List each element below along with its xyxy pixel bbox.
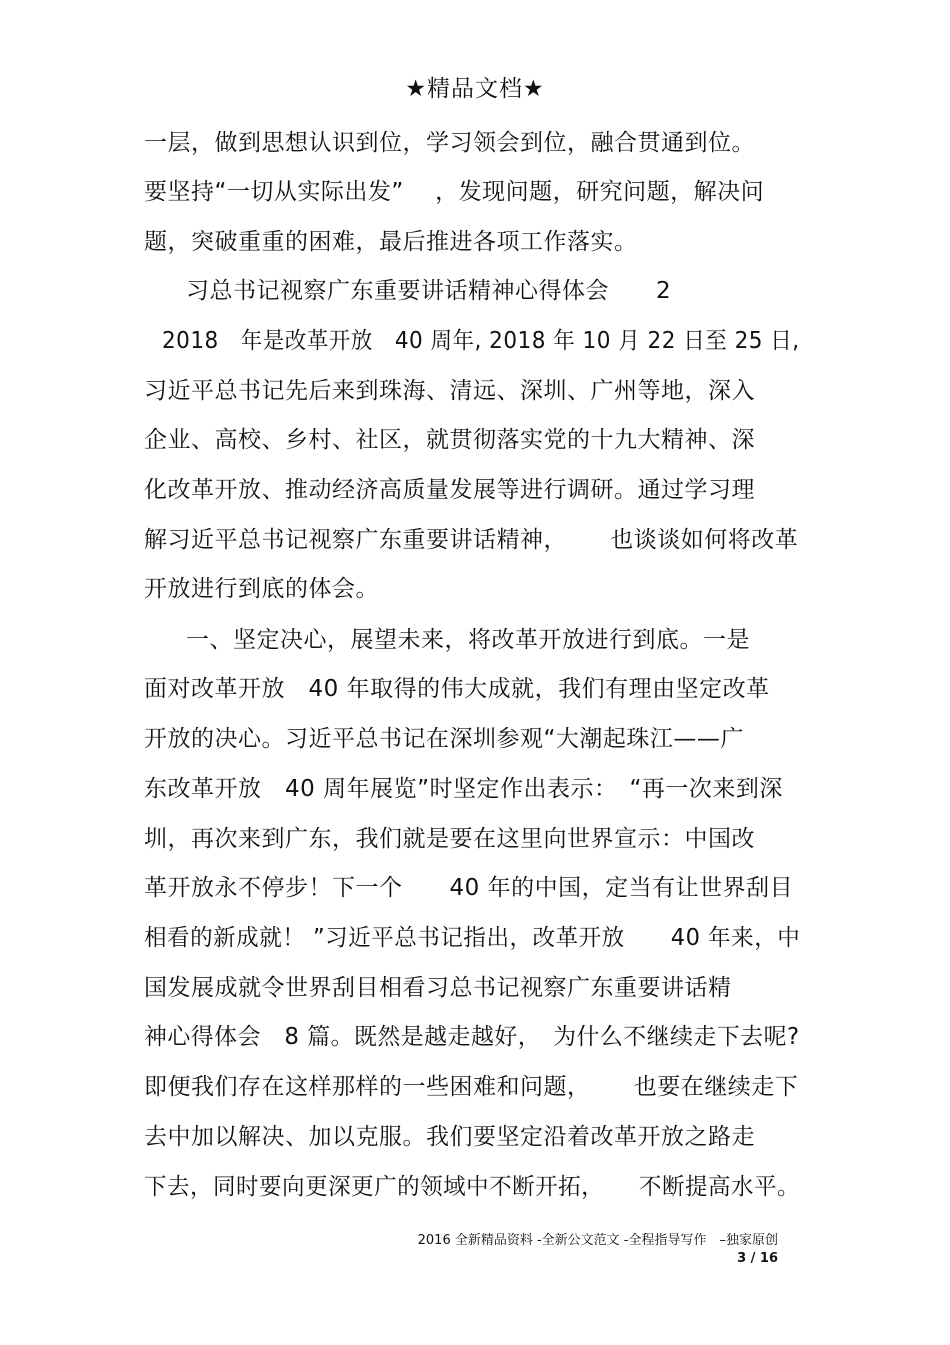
body-line: 习近平总书记先后来到珠海、清远、深圳、广州等地，深入 (144, 378, 755, 404)
body-line: 即便我们存在这样那样的一些困难和问题， 也要在继续走下 (144, 1074, 799, 1100)
body-line: 开放进行到底的体会。 (144, 576, 379, 602)
body-line: 一、坚定决心，展望未来，将改革开放进行到底。一是 (186, 627, 750, 653)
body-line: 企业、高校、乡村、社区，就贯彻落实党的十九大精神、深 (144, 427, 755, 453)
body-line: 革开放永不停步！下一个 40 年的中国，定当有让世界刮目 (144, 875, 794, 901)
body-line: 开放的决心。习近平总书记在深圳参观“大潮起珠江——广 (144, 726, 744, 752)
body-line: 2018 年是改革开放 40 周年, 2018 年 10 月 22 日至 25 日, (162, 328, 800, 354)
page-number: 3 / 16 (737, 1251, 778, 1266)
section-heading: 习总书记视察广东重要讲话精神心得体会 2 (186, 278, 672, 304)
body-line: 一层，做到思想认识到位，学习领会到位，融合贯通到位。 (144, 130, 755, 156)
body-line: 去中加以解决、加以克服。我们要坚定沿着改革开放之路走 (144, 1124, 755, 1150)
body-line: 神心得体会 8 篇。既然是越走越好， 为什么不继续走下去呢? (144, 1024, 800, 1050)
page-header-title: ★精品文档★ (405, 76, 545, 102)
body-line: 面对改革开放 40 年取得的伟大成就，我们有理由坚定改革 (144, 676, 770, 702)
body-line: 相看的新成就！ ”习近平总书记指出，改革开放 40 年来，中 (144, 925, 801, 951)
body-line: 下去，同时要向更深更广的领域中不断开拓， 不断提高水平。 (144, 1174, 800, 1200)
body-line: 国发展成就令世界刮目相看习总书记视察广东重要讲话精 (144, 975, 732, 1001)
body-line: 化改革开放、推动经济高质量发展等进行调研。通过学习理 (144, 477, 755, 503)
body-line: 要坚持“一切从实际出发” ，发现问题，研究问题，解决问 (144, 179, 765, 205)
body-line: 圳，再次来到广东，我们就是要在这里向世界宣示：中国改 (144, 826, 755, 852)
body-line: 题，突破重重的困难，最后推进各项工作落实。 (144, 229, 638, 255)
body-line: 东改革开放 40 周年展览”时坚定作出表示： “再一次来到深 (144, 776, 783, 802)
body-line: 解习近平总书记视察广东重要讲话精神， 也谈谈如何将改革 (144, 527, 799, 553)
footer-note: 2016 全新精品资料 -全新公文范文 -全程指导写作 –独家原创 (417, 1233, 778, 1248)
